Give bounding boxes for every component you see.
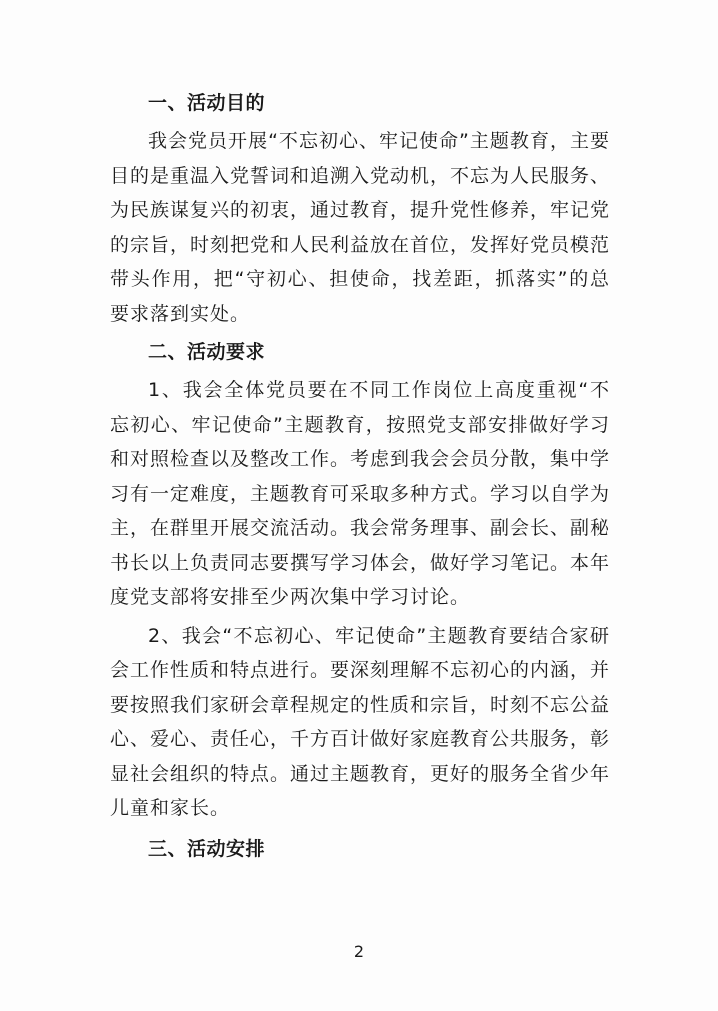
section-heading-arrangement: 三、活动安排 <box>148 837 266 860</box>
paragraph-purpose: 我会党员开展“不忘初心、牢记使命”主题教育，主要目的是重温入党誓词和追溯入党动机，不忘为人民服务、为民族谋复兴的初衷，通过教育，提升党性修养，牢记党的宗旨，时刻把党和人民利益放在首位，发挥好党员模范带头作用，把“守初心、担使命，找差距，抓落实”的总要求落到实处。 <box>110 130 611 325</box>
paragraph-requirement-2: 2、我会“不忘初心、牢记使命”主题教育要结合家研会工作性质和特点进行。要深刻理解不忘初心的内涵，并要按照我们家研会章程规定的性质和宗旨，时刻不忘公益心、爱心、责任心，千方百计做好家庭教育公共服务，彰显社会组织的特点。通过主题教育，更好的服务全省少年儿童和家长。 <box>110 624 611 819</box>
section-heading-purpose: 一、活动目的 <box>148 92 266 114</box>
document-body <box>110 86 610 870</box>
paragraph-requirement-1: 1、我会全体党员要在不同工作岗位上高度重视“不忘初心、牢记使命”主题教育，按照党支部安排做好学习和对照检查以及整改工作。考虑到我会会员分散，集中学习有一定难度，主题教育可采取多种方式。学习以自学为主，在群里开展交流活动。我会常务理事、副会长、副秘书长以上负责同志要撰写学习体会，做好学习笔记。本年度党支部将安排至少两次集中学习讨论。 <box>110 379 611 608</box>
section-heading-requirements: 二、活动要求 <box>148 341 266 363</box>
page-number: 2 <box>353 942 365 961</box>
